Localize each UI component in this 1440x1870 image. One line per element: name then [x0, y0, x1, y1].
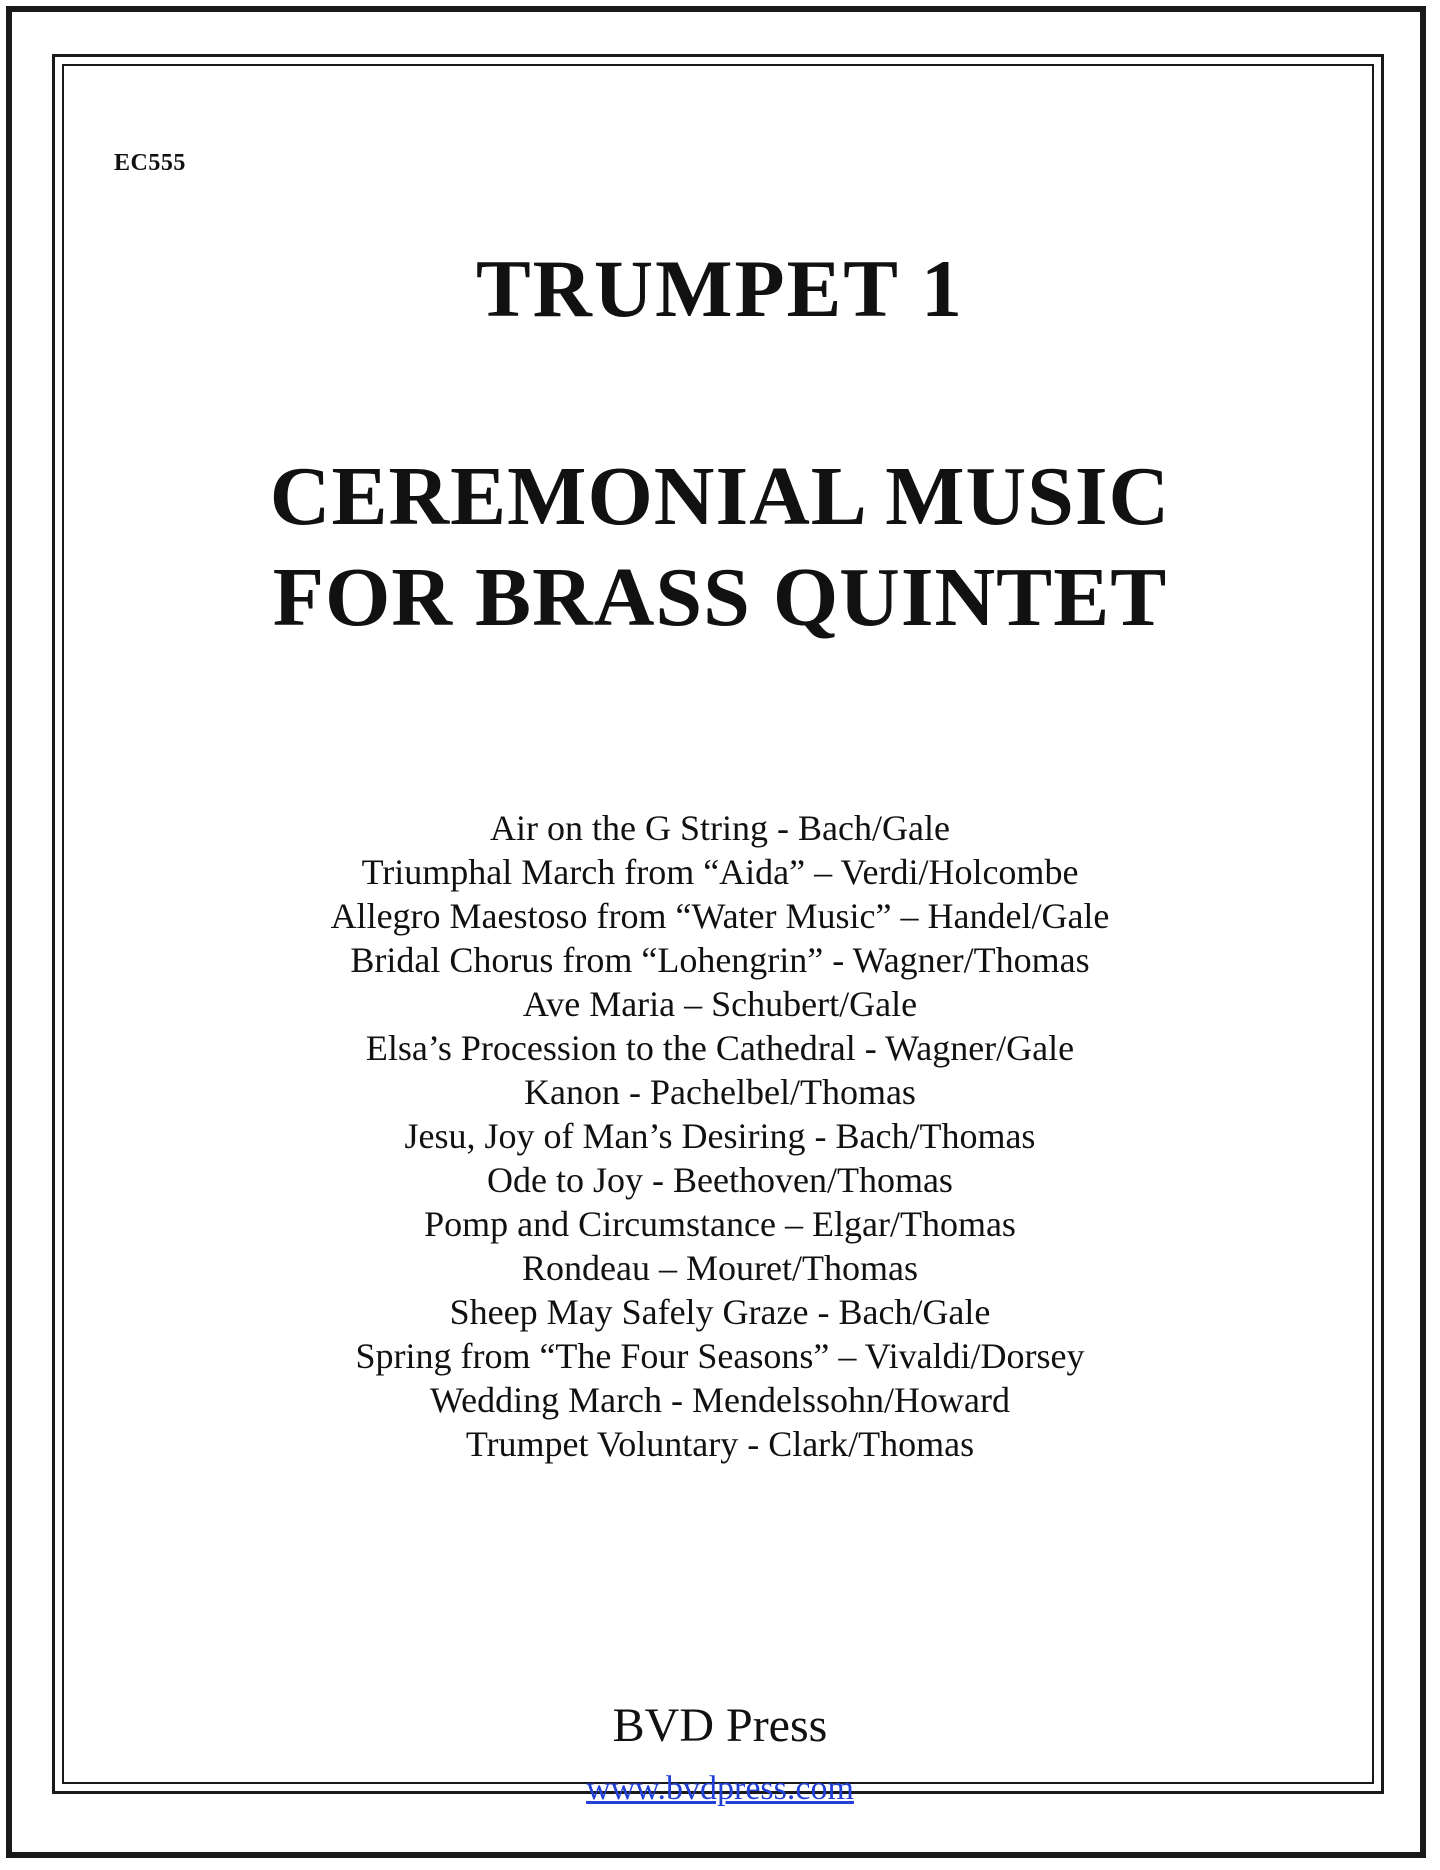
contents-item: Ode to Joy - Beethoven/Thomas: [487, 1160, 953, 1200]
contents-item: Triumphal March from “Aida” – Verdi/Holcombe: [361, 852, 1079, 892]
contents-item: Air on the G String - Bach/Gale: [490, 808, 950, 848]
website-line: [0, 1772, 1440, 1806]
collection-title-line: FOR BRASS QUINTET: [272, 551, 1168, 644]
publisher-name: BVD Press: [612, 1699, 828, 1752]
catalog-code: EC555: [114, 150, 186, 176]
contents-item: Bridal Chorus from “Lohengrin” - Wagner/Thomas: [350, 940, 1090, 980]
contents-item: Rondeau – Mouret/Thomas: [522, 1248, 918, 1288]
contents-item: Spring from “The Four Seasons” – Vivaldi/Dorsey: [355, 1336, 1085, 1376]
contents-item: Wedding March - Mendelssohn/Howard: [430, 1380, 1010, 1420]
collection-title-line: CEREMONIAL MUSIC: [269, 450, 1171, 543]
collection-title: [0, 446, 1440, 648]
contents-item: Allegro Maestoso from “Water Music” – Handel/Gale: [330, 896, 1110, 936]
contents-item: Elsa’s Procession to the Cathedral - Wagner/Gale: [365, 1028, 1075, 1068]
contents-item: Kanon - Pachelbel/Thomas: [524, 1072, 916, 1112]
contents-item: Jesu, Joy of Man’s Desiring - Bach/Thomas: [404, 1116, 1036, 1156]
part-title: TRUMPET 1: [475, 243, 965, 334]
contents-item: Pomp and Circumstance – Elgar/Thomas: [424, 1204, 1016, 1244]
contents-item: Ave Maria – Schubert/Gale: [522, 984, 918, 1024]
contents-list: [0, 806, 1440, 1466]
contents-item: Sheep May Safely Graze - Bach/Gale: [449, 1292, 991, 1332]
website-link[interactable]: www.bvdpress.com: [586, 1770, 854, 1807]
contents-item: Trumpet Voluntary - Clark/Thomas: [465, 1424, 975, 1464]
